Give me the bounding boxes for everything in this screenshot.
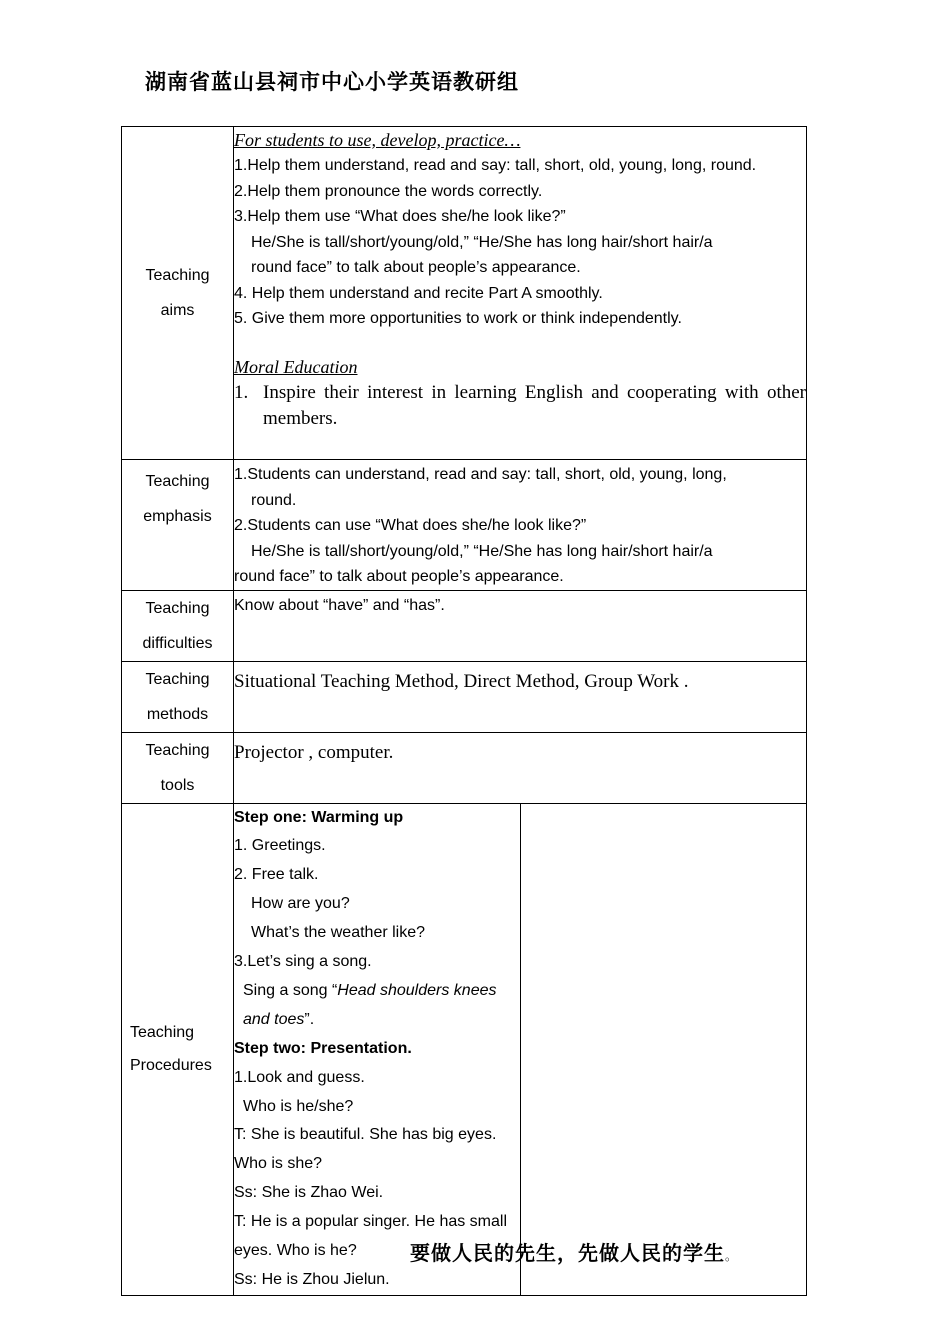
emphasis-label-line2: emphasis: [143, 508, 212, 525]
aims-item-4: 4. Help them understand and recite Part A smoothly.: [234, 284, 603, 302]
difficulties-content: [234, 590, 807, 661]
difficulties-label-line2: difficulties: [142, 634, 213, 652]
methods-label-line2: methods: [146, 705, 209, 723]
procedures-notes-cell: [520, 803, 807, 1295]
procedures-row: [122, 803, 807, 1295]
emphasis-line-2: round.: [251, 491, 297, 509]
students-line-1: Ss: She is Zhao Wei.: [234, 1184, 384, 1202]
aims-item-1: 1.Help them understand, read and say: tall, short, old, young, long, round.: [234, 157, 757, 174]
difficulties-row: [122, 590, 807, 661]
aims-heading: For students to use, develop, practice…: [234, 130, 521, 150]
moral-item-number: 1.: [234, 381, 249, 403]
procedures-label-line1: Teaching: [130, 1024, 195, 1042]
emphasis-line-3: 2.Students can use “What does she/he look like?”: [234, 517, 587, 534]
methods-text: Situational Teaching Method, Direct Method, Group Work .: [234, 670, 689, 692]
aims-content: [234, 127, 807, 460]
students-line-2: Ss: He is Zhou Jielun.: [234, 1271, 390, 1288]
procedures-label: [122, 803, 234, 1295]
methods-row: [122, 661, 807, 732]
song-suffix: ”.: [304, 1010, 315, 1028]
procedures-content: [234, 803, 521, 1295]
tools-text: Projector , computer.: [234, 741, 394, 763]
emphasis-label: [122, 460, 234, 591]
song-title: Head shoulders knees and toes: [243, 981, 497, 1028]
procedures-label-line2: Procedures: [130, 1057, 212, 1075]
free-talk-line: 2. Free talk.: [234, 866, 319, 884]
tools-label-line2: tools: [160, 776, 195, 794]
moral-item-text: Inspire their interest in learning English and cooperating with other members.: [263, 381, 806, 429]
song-prefix: Sing a song “: [243, 981, 338, 999]
lesson-plan-table: [121, 126, 807, 1296]
emphasis-content: [234, 460, 807, 591]
methods-content: [234, 661, 807, 732]
tools-label: [122, 732, 234, 803]
step1-title: Step one: Warming up: [234, 808, 404, 826]
aims-row: [122, 127, 807, 460]
sing-line: 3.Let’s sing a song.: [234, 953, 372, 971]
look-guess-line: 1.Look and guess.: [234, 1068, 365, 1086]
who-line: Who is he/she?: [243, 1097, 354, 1115]
greetings-line: 1. Greetings.: [234, 837, 326, 855]
footer-motto-end-mark: 。: [725, 1249, 739, 1263]
aims-label-line1: Teaching: [145, 267, 210, 284]
methods-label: [122, 661, 234, 732]
emphasis-label-line1: Teaching: [145, 473, 210, 490]
emphasis-row: [122, 460, 807, 591]
aims-label-line2: aims: [160, 302, 195, 319]
moral-heading: Moral Education: [234, 356, 358, 377]
difficulties-text: Know about “have” and “has”.: [234, 596, 445, 614]
moral-item: [234, 380, 806, 432]
methods-label-line1: Teaching: [145, 670, 210, 688]
aims-item-3-cont-a: He/She is tall/short/young/old,” “He/She has long hair/short hair/a: [251, 233, 713, 251]
tools-content: [234, 732, 807, 803]
page-header-title: 湖南省蓝山县祠市中心小学英语教研组: [145, 69, 519, 94]
teacher-line-2: T: He is a popular singer. He has small eyes. Who is he?: [234, 1213, 508, 1260]
footer-motto: [410, 1237, 738, 1266]
difficulties-label: [122, 590, 234, 661]
teacher-line-1: T: She is beautiful. She has big eyes. Who is she?: [234, 1126, 497, 1173]
weather-line: What’s the weather like?: [251, 924, 426, 942]
emphasis-line-4: He/She is tall/short/young/old,” “He/She has long hair/short hair/a: [251, 542, 713, 560]
tools-row: [122, 732, 807, 803]
aims-item-5: 5. Give them more opportunities to work or think independently.: [234, 310, 682, 327]
difficulties-label-line1: Teaching: [145, 599, 210, 617]
step2-title: Step two: Presentation.: [234, 1039, 412, 1057]
how-are-you-line: How are you?: [251, 895, 350, 913]
tools-label-line1: Teaching: [145, 741, 210, 759]
aims-item-3: 3.Help them use “What does she/he look like?”: [234, 208, 566, 225]
aims-item-2: 2.Help them pronounce the words correctly.: [234, 182, 543, 200]
song-line: [234, 977, 520, 1035]
emphasis-line-5: round face” to talk about people’s appearance.: [234, 568, 564, 585]
emphasis-line-1: 1.Students can understand, read and say: tall, short, old, young, long,: [234, 466, 727, 483]
aims-label: [122, 127, 234, 460]
footer-motto-text: 要做人民的先生，先做人民的学生: [410, 1241, 725, 1265]
aims-item-3-cont-b: round face” to talk about people’s appearance.: [251, 259, 581, 276]
